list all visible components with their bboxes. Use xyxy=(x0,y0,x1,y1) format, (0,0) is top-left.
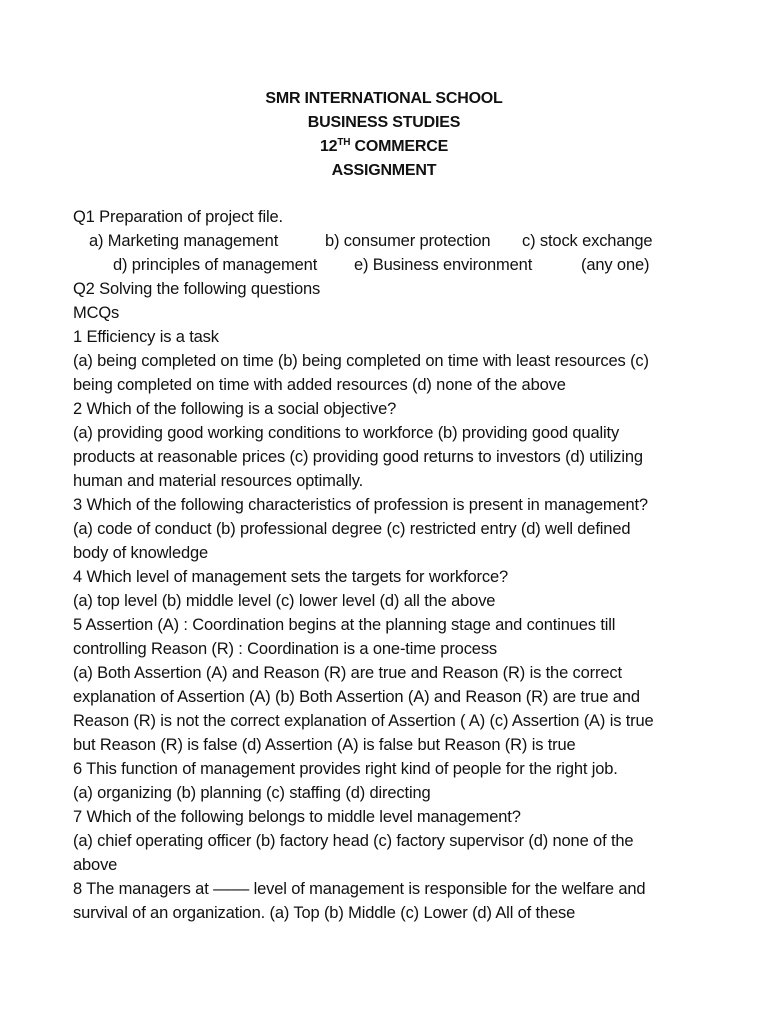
q1-option-a: a) Marketing management xyxy=(89,232,279,250)
school-name: SMR INTERNATIONAL SCHOOL xyxy=(265,90,503,107)
mcq-line: (a) code of conduct (b) professional degree (c) restricted entry (d) well defined xyxy=(73,520,631,538)
class-stream: COMMERCE xyxy=(350,138,449,155)
mcq-line: (a) providing good working conditions to workforce (b) providing good quality xyxy=(73,424,620,442)
class-number: 12 xyxy=(319,138,338,155)
mcq-line: products at reasonable prices (c) providing good returns to investors (d) utilizing xyxy=(73,448,643,466)
mcq-list xyxy=(73,325,703,925)
mcq-line: explanation of Assertion (A) (b) Both Assertion (A) and Reason (R) are true and xyxy=(73,688,640,706)
q1-title: Q1 Preparation of project file. xyxy=(73,208,283,226)
class-superscript: TH xyxy=(337,137,351,148)
q2-subtitle: MCQs xyxy=(73,304,120,322)
q1-options-row-2 xyxy=(73,253,703,277)
mcq-line: 7 Which of the following belongs to middle level management? xyxy=(73,808,521,826)
document-header xyxy=(0,87,768,183)
mcq-line: 3 Which of the following characteristics of profession is present in management? xyxy=(73,496,648,514)
q2-title: Q2 Solving the following questions xyxy=(73,280,321,298)
mcq-line: (a) top level (b) middle level (c) lower level (d) all the above xyxy=(73,592,496,610)
mcq-line: (a) Both Assertion (A) and Reason (R) are true and Reason (R) is the correct xyxy=(73,664,622,682)
mcq-line: Reason (R) is not the correct explanation of Assertion ( A) (c) Assertion (A) is true xyxy=(73,712,654,730)
class-title xyxy=(0,135,768,159)
mcq-line: being completed on time with added resources (d) none of the above xyxy=(73,376,566,394)
mcq-line: 2 Which of the following is a social objective? xyxy=(73,400,397,418)
mcq-line: 8 The managers at –––– level of management is responsible for the welfare and xyxy=(73,880,646,898)
mcq-line: human and material resources optimally. xyxy=(73,472,364,490)
q1-note: (any one) xyxy=(581,256,650,274)
document-body xyxy=(73,205,703,925)
mcq-line: (a) being completed on time (b) being completed on time with least resources (c) xyxy=(73,352,649,370)
mcq-line: 4 Which level of management sets the targets for workforce? xyxy=(73,568,509,586)
q1-option-d: d) principles of management xyxy=(113,256,318,274)
q1-options-row-1 xyxy=(73,229,703,253)
subject-title: BUSINESS STUDIES xyxy=(307,114,461,131)
q1-option-b: b) consumer protection xyxy=(325,232,491,250)
mcq-line: above xyxy=(73,856,118,874)
mcq-line: 1 Efficiency is a task xyxy=(73,328,219,346)
mcq-line: but Reason (R) is false (d) Assertion (A) is false but Reason (R) is true xyxy=(73,736,576,754)
document-type: ASSIGNMENT xyxy=(331,162,437,179)
mcq-line: controlling Reason (R) : Coordination is a one-time process xyxy=(73,640,498,658)
mcq-line: (a) organizing (b) planning (c) staffing (d) directing xyxy=(73,784,431,802)
q1-option-c: c) stock exchange xyxy=(522,232,653,250)
mcq-line: (a) chief operating officer (b) factory head (c) factory supervisor (d) none of the xyxy=(73,832,634,850)
q1-option-e: e) Business environment xyxy=(354,256,533,274)
mcq-line: 6 This function of management provides right kind of people for the right job. xyxy=(73,760,618,778)
mcq-line: 5 Assertion (A) : Coordination begins at the planning stage and continues till xyxy=(73,616,616,634)
mcq-line: survival of an organization. (a) Top (b) Middle (c) Lower (d) All of these xyxy=(73,904,576,922)
mcq-line: body of knowledge xyxy=(73,544,209,562)
